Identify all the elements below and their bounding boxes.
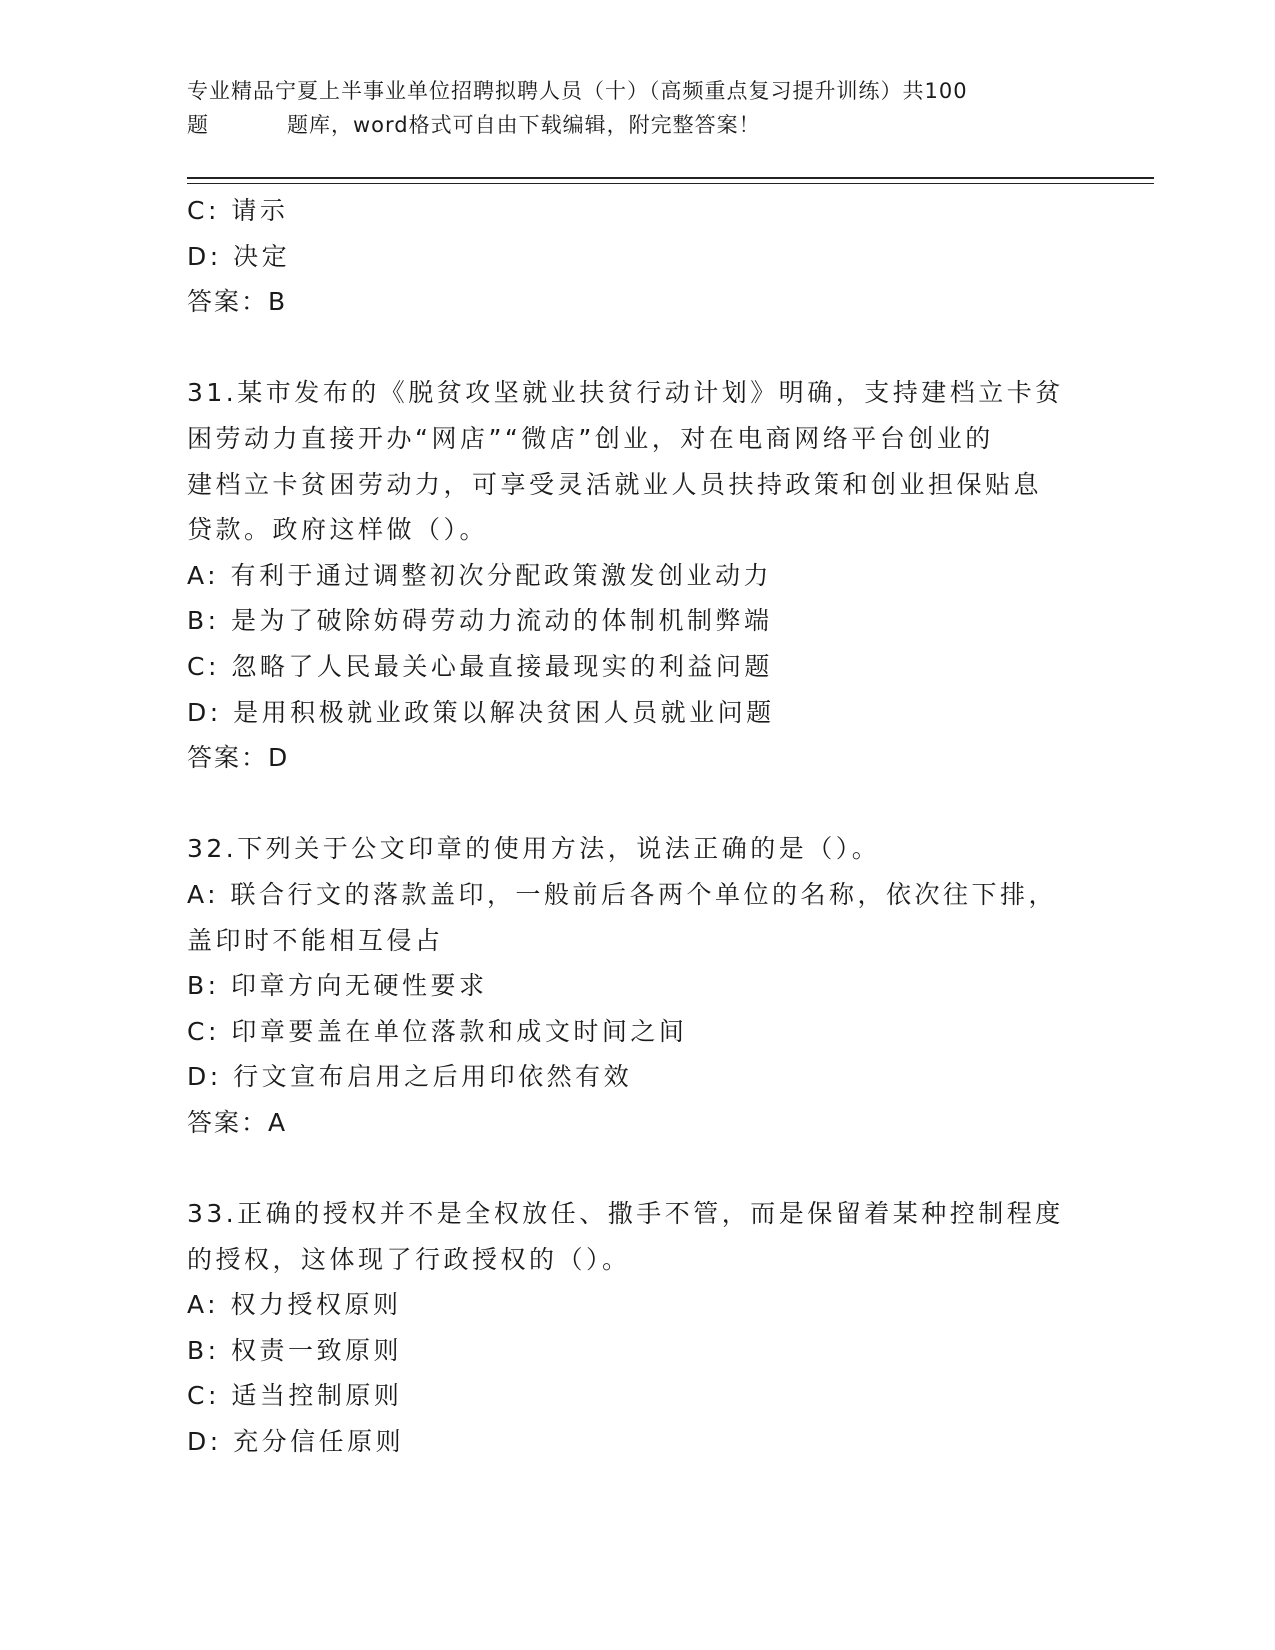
option-b: B: 权责一致原则: [187, 1335, 403, 1365]
option-c: C: 适当控制原则: [187, 1381, 403, 1411]
header-rule-thick: [187, 177, 1154, 179]
page-header: [187, 74, 1087, 142]
option-d: D: 充分信任原则: [187, 1427, 405, 1457]
question-32: [187, 826, 1087, 1145]
header-title-line-2-right: 题库，word格式可自由下载编辑，附完整答案！: [287, 113, 761, 137]
option-a: A: 联合行文的落款盖印，一般前后各两个单位的名称，依次往下排，: [187, 879, 1058, 909]
option-a-continued: 盖印时不能相互侵占: [187, 925, 444, 955]
option-a: A: 权力授权原则: [187, 1290, 402, 1320]
option-label: C:: [187, 196, 232, 225]
question-33: [187, 1191, 1087, 1465]
spacer: [187, 1145, 1087, 1191]
option-d: D: 是用积极就业政策以解决贫困人员就业问题: [187, 697, 775, 727]
option-label: D:: [187, 241, 234, 271]
question-text-line: 33.正确的授权并不是全权放任、撒手不管，而是保留着某种控制程度: [187, 1199, 1064, 1229]
answer-line: 答案：D: [187, 743, 290, 773]
option-text: 请示: [231, 196, 289, 225]
option-d: [187, 234, 1087, 280]
option-c: C: 忽略了人民最关心最直接最现实的利益问题: [187, 651, 773, 681]
document-body: [187, 188, 1087, 1465]
option-b: B: 印章方向无硬性要求: [187, 971, 488, 1001]
option-b: B: 是为了破除妨碍劳动力流动的体制机制弊端: [187, 606, 773, 636]
option-text: 决定: [233, 241, 291, 271]
header-title-line-2: [187, 108, 1087, 142]
question-text-line: 建档立卡贫困劳动力，可享受灵活就业人员扶持政策和创业担保贴息: [187, 469, 1043, 499]
question-31: [187, 370, 1087, 780]
option-c: [187, 188, 1087, 234]
option-d: D: 行文宣布启用之后用印依然有效: [187, 1062, 633, 1092]
question-text-line: 31.某市发布的《脱贫攻坚就业扶贫行动计划》明确，支持建档立卡贫: [187, 378, 1064, 408]
answer-line: 答案：A: [187, 1107, 288, 1137]
header-rule-thin: [187, 183, 1154, 184]
option-c: C: 印章要盖在单位落款和成文时间之间: [187, 1016, 688, 1046]
answer-line: 答案：B: [187, 287, 288, 317]
header-title-line-1: 专业精品宁夏上半事业单位招聘拟聘人员（十）（高频重点复习提升训练）共100: [187, 79, 968, 103]
prev-question: [187, 188, 1087, 325]
header-title-line-2-left: 题: [187, 113, 209, 137]
spacer: [187, 325, 1087, 371]
spacer: [187, 781, 1087, 827]
option-a: A: 有利于通过调整初次分配政策激发创业动力: [187, 560, 773, 590]
question-text-line: 的授权，这体现了行政授权的（）。: [187, 1244, 631, 1274]
question-text-line: 32.下列关于公文印章的使用方法，说法正确的是（）。: [187, 834, 881, 864]
question-text-line: 贷款。政府这样做（）。: [187, 515, 489, 545]
question-text-line: 困劳动力直接开办“网店”“微店”创业，对在电商网络平台创业的: [187, 423, 994, 453]
